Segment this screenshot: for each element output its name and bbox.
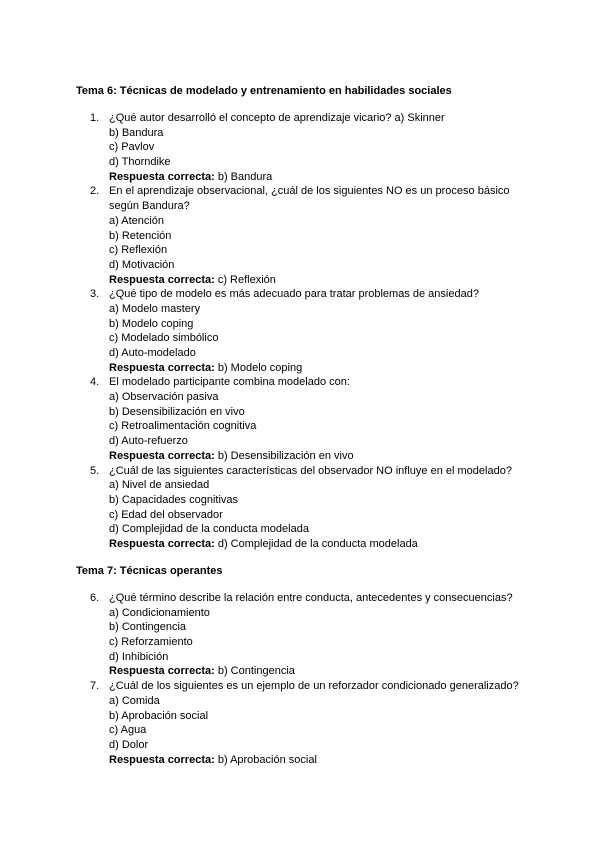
correct-answer-label: Respuesta correcta: (109, 449, 215, 462)
answer-option: c) Retroalimentación cognitiva (109, 420, 257, 433)
question-stem: En el aprendizaje observacional, ¿cuál de los siguientes NO es un proceso básico (109, 185, 510, 198)
correct-answer (109, 449, 556, 464)
answer-option: d) Dolor (109, 738, 149, 751)
question-number: 6. (90, 592, 100, 604)
correct-answer-value: b) Contingencia (214, 665, 295, 678)
question-item (76, 375, 556, 463)
answer-option: b) Modelo coping (109, 317, 194, 330)
correct-answer-label: Respuesta correcta: (109, 537, 215, 550)
answer-option: a) Atención (109, 214, 165, 227)
answer-option: b) Aprobación social (109, 709, 209, 722)
answer-option: c) Reflexión (109, 244, 168, 257)
answer-option: a) Nivel de ansiedad (109, 479, 210, 492)
question-item (76, 679, 556, 767)
question-stem: ¿Qué tipo de modelo es más adecuado para tratar problemas de ansiedad? (109, 288, 479, 301)
question-number: 5. (90, 464, 100, 477)
answer-option: a) Observación pasiva (109, 391, 219, 404)
answer-option: c) Agua (109, 724, 147, 737)
correct-answer-value: d) Complejidad de la conducta modelada (214, 537, 418, 550)
answer-option: d) Complejidad de la conducta modelada (109, 523, 309, 536)
answer-option: d) Auto-modelado (109, 347, 196, 359)
answer-option: c) Reforzamiento (109, 636, 193, 649)
answer-option: c) Edad del observador (109, 508, 223, 521)
correct-answer-label: Respuesta correcta: (109, 665, 215, 678)
answer-option: d) Motivación (109, 258, 175, 271)
answer-option: b) Desensibilización en vivo (109, 405, 245, 418)
answer-option: d) Inhibición (109, 650, 169, 663)
answer-option: b) Bandura (109, 126, 164, 139)
correct-answer-label: Respuesta correcta: (109, 170, 215, 183)
question-item (76, 591, 556, 679)
question-stem: según Bandura? (109, 200, 190, 213)
correct-answer (109, 753, 556, 768)
answer-option: c) Pavlov (109, 141, 155, 154)
section-tema-7 (76, 564, 556, 767)
answer-option: d) Thorndike (109, 156, 171, 169)
correct-answer (109, 361, 556, 376)
correct-answer (109, 664, 556, 679)
correct-answer (109, 170, 556, 185)
correct-answer-label: Respuesta correcta: (109, 753, 215, 766)
question-item (76, 464, 556, 552)
question-number: 2. (90, 185, 100, 198)
section-title: Tema 6: Técnicas de modelado y entrenamiento en habilidades sociales (76, 85, 452, 97)
question-item (76, 287, 556, 375)
question-stem: ¿Qué término describe la relación entre conducta, antecedentes y consecuencias? (109, 592, 513, 604)
answer-option: b) Capacidades cognitivas (109, 493, 239, 506)
question-number: 3. (90, 288, 100, 301)
answer-option: b) Contingencia (109, 621, 187, 634)
section-title: Tema 7: Técnicas operantes (76, 565, 223, 577)
question-number: 4. (90, 376, 100, 389)
answer-option: a) Modelo mastery (109, 302, 201, 315)
question-number: 1. (90, 112, 100, 124)
question-item (76, 184, 556, 287)
section-tema-6 (76, 84, 556, 552)
answer-option: c) Modelado simbólico (109, 332, 219, 345)
correct-answer-value: b) Bandura (214, 170, 273, 183)
answer-option: b) Retención (109, 229, 172, 242)
correct-answer-value: b) Modelo coping (214, 361, 303, 374)
question-stem: ¿Cuál de las siguientes características del observador NO influye en el modelado? (109, 464, 512, 477)
answer-option: a) Comida (109, 694, 160, 707)
correct-answer-value: b) Aprobación social (214, 753, 317, 766)
question-number: 7. (90, 680, 100, 693)
correct-answer-value: b) Desensibilización en vivo (214, 449, 354, 462)
correct-answer (109, 273, 556, 288)
question-stem: ¿Cuál de los siguientes es un ejemplo de un reforzador condicionado generalizado? (109, 680, 519, 693)
answer-option: d) Auto-refuerzo (109, 435, 188, 448)
correct-answer-label: Respuesta correcta: (109, 273, 215, 286)
question-stem: ¿Qué autor desarrolló el concepto de aprendizaje vicario? a) Skinner (109, 112, 445, 124)
correct-answer-value: c) Reflexión (214, 273, 276, 286)
answer-option: a) Condicionamiento (109, 606, 210, 619)
correct-answer-label: Respuesta correcta: (109, 361, 215, 374)
question-item (76, 111, 556, 184)
correct-answer (109, 537, 556, 552)
question-stem: El modelado participante combina modelado con: (109, 376, 350, 389)
